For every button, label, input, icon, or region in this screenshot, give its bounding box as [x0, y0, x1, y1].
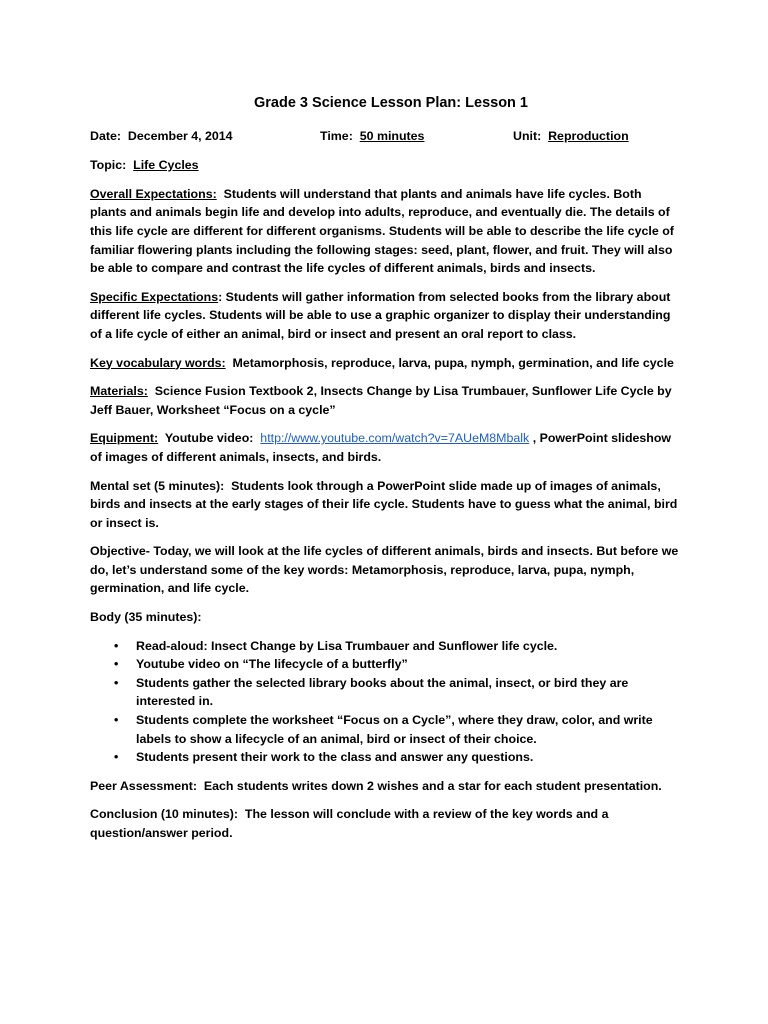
key-vocabulary: [90, 354, 680, 373]
overall-label: Overall Expectations:: [90, 186, 217, 201]
peer-text: Each students writes down 2 wishes and a star for each student presentation.: [203, 778, 662, 793]
equipment-post: , PowerPoint slideshow of images of different animals, insects, and birds.: [90, 431, 672, 464]
equipment-label: Equipment:: [90, 431, 159, 446]
body-list: [90, 637, 680, 767]
mental-set-label: Mental set (5 minutes):: [90, 478, 225, 493]
list-item: • Read-aloud: Insect Change by Lisa Trumbauer and Sunflower life cycle.: [136, 637, 680, 656]
unit-value: Reproduction: [548, 128, 629, 143]
topic-value: Life Cycles: [133, 158, 199, 173]
overall-expectations: [90, 185, 680, 278]
date-field: [90, 127, 320, 146]
unit-field: [513, 127, 629, 146]
time-label: Time:: [320, 128, 353, 143]
objective-text: - Today, we will look at the life cycles of different animals, birds and insects. But before we do, let’s understand some of the key words: Metamorphosis, reproduce, larva, pupa, nymph, germination, and life cycle.: [90, 544, 679, 596]
topic-label: Topic:: [90, 158, 127, 173]
youtube-link[interactable]: http://www.youtube.com/watch?v=7AUeM8Mbalk: [260, 431, 530, 446]
time-field: [320, 127, 513, 146]
specific-text: : Students will gather information from selected books from the library about different life cycles. Students will be able to use a graphic organizer to display their understanding of a life cycle of either an animal, bird or insect and present an oral report to class.: [90, 289, 671, 341]
peer-assessment: [90, 777, 680, 796]
specific-label: Specific Expectations: [90, 289, 219, 304]
equipment-pre: Youtube video:: [164, 431, 254, 446]
page-title: Grade 3 Science Lesson Plan: Lesson 1: [254, 95, 528, 111]
objective: [90, 542, 680, 598]
conclusion-text: The lesson will conclude with a review of the key words and a question/answer period.: [90, 807, 609, 840]
specific-expectations: [90, 288, 680, 344]
list-item: • Students complete the worksheet “Focus on a Cycle”, where they draw, color, and write labels to show a lifecycle of an animal, bird or insect of their choice.: [136, 711, 680, 748]
materials-text: Science Fusion Textbook 2, Insects Change by Lisa Trumbauer, Sunflower Life Cycle by Jeff Bauer, Worksheet “Focus on a cycle”: [90, 384, 672, 417]
time-value: 50 minutes: [359, 128, 425, 143]
list-item: • Students gather the selected library books about the animal, insect, or bird they are interested in.: [136, 674, 680, 711]
vocab-label: Key vocabulary words:: [90, 355, 226, 370]
list-item: • Students present their work to the class and answer any questions.: [136, 748, 680, 767]
unit-label: Unit:: [513, 128, 542, 143]
body-heading: Body (35 minutes):: [90, 610, 202, 625]
conclusion-label: Conclusion (10 minutes):: [90, 807, 239, 822]
lesson-meta-row: [90, 127, 680, 146]
date-label: Date:: [90, 128, 121, 143]
date-value: December 4, 2014: [127, 128, 233, 143]
equipment: [90, 429, 680, 466]
list-item: • Youtube video on “The lifecycle of a butterfly”: [136, 655, 680, 674]
overall-text: Students will understand that plants and animals have life cycles. Both plants and animals begin life and develop into adults, reproduce, and eventually die. The details of this life cycle are different for different organisms. Students will be able to describe the life cycle of familiar flowering plants including the following stages: seed, plant, flower, and fruit. They will also be able to compare and contrast the life cycles of different animals, birds and insects.: [90, 186, 674, 276]
materials-label: Materials:: [90, 384, 148, 399]
objective-label: Objective: [90, 544, 146, 559]
materials: [90, 382, 680, 419]
topic-line: [90, 156, 680, 175]
mental-set-text: Students look through a PowerPoint slide made up of images of animals, birds and insects at the early stages of their life cycle. Students have to guess what the animal, bird or insect is.: [90, 478, 678, 530]
mental-set: [90, 477, 680, 533]
vocab-text: Metamorphosis, reproduce, larva, pupa, nymph, germination, and life cycle: [232, 355, 674, 370]
peer-label: Peer Assessment:: [90, 778, 197, 793]
conclusion: [90, 805, 680, 842]
